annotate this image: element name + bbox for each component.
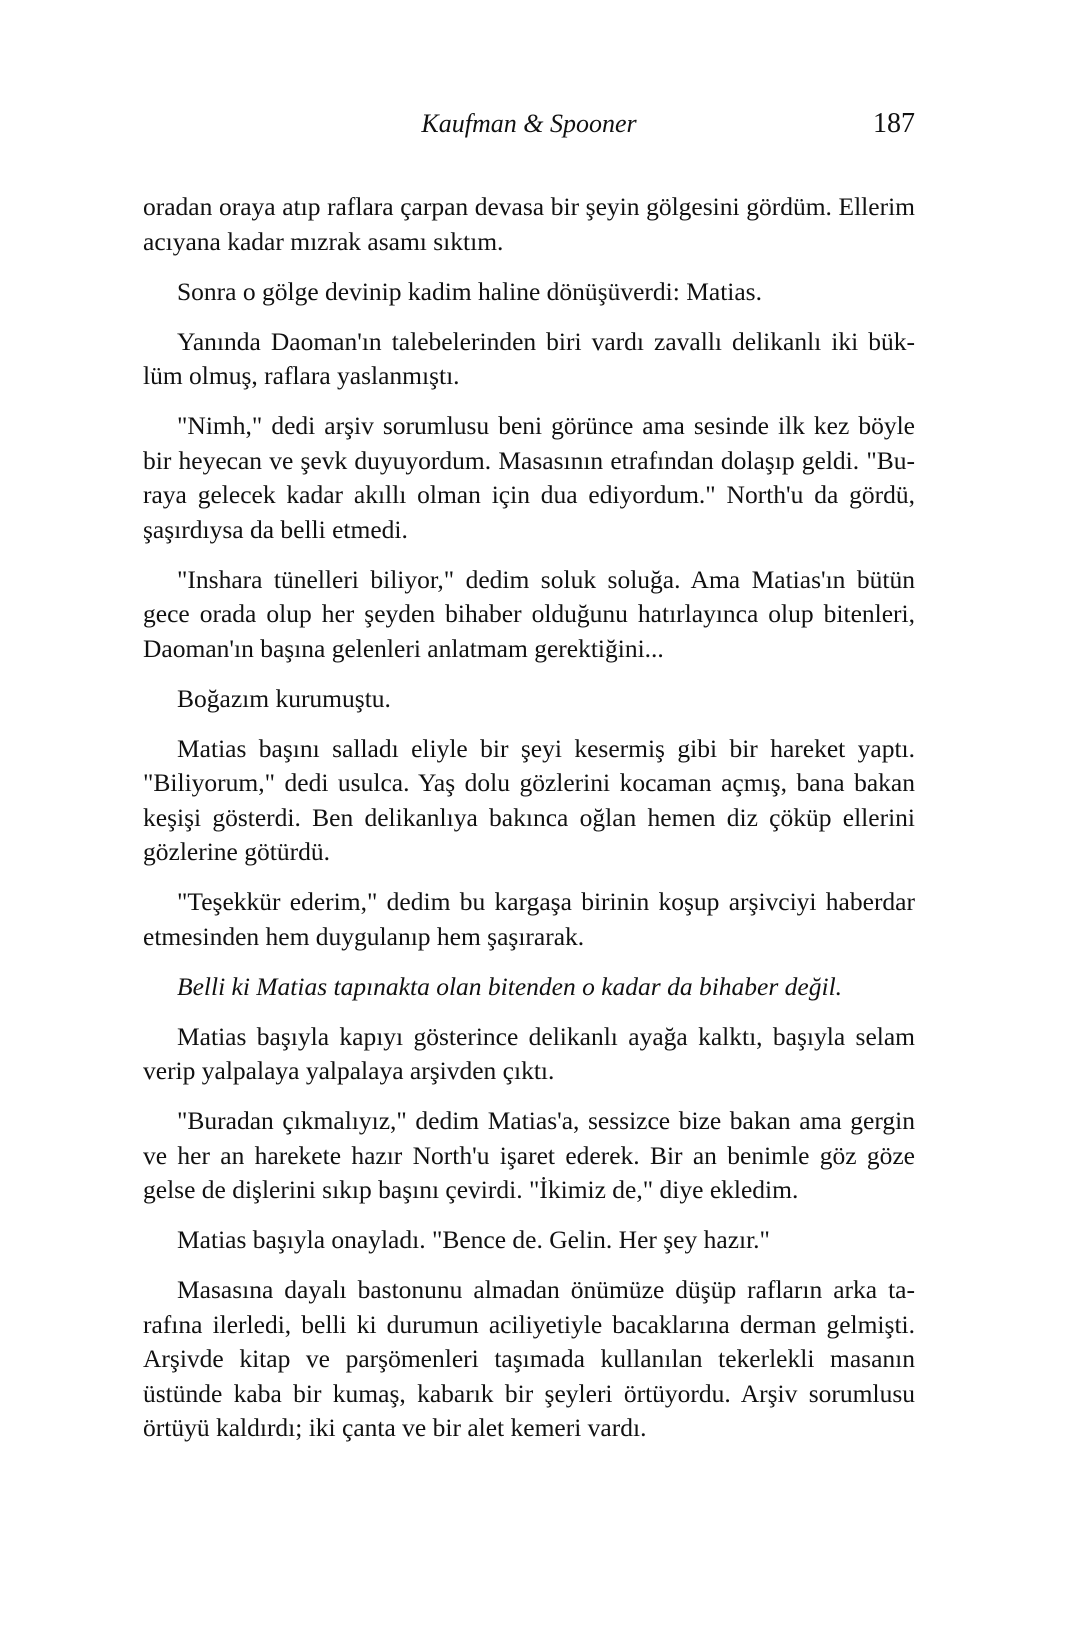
paragraph: Matias başını salladı eliyle bir şeyi kesermiş gibi bir hareket yaptı. "Biliyorum," dedi usulca. Yaş dolu gözlerini kocaman açmış, bana bakan keşişi gösterdi. Ben delikanlıya bakınca oğlan hemen diz çöküp ellerini gözlerine götürdü.	[143, 733, 915, 866]
paragraph: "Teşekkür ederim," dedim bu kargaşa birinin koşup arşivciyi haberdar etmesinden hem duygulanıp hem şaşırarak.	[143, 887, 915, 951]
paragraph: Matias başıyla kapıyı gösterince delikanlı ayağa kalktı, başıyla selam verip yalpalaya yalpalaya arşivden çıktı.	[143, 1021, 915, 1085]
paragraph: "Nimh," dedi arşiv sorumlusu beni görünce ama sesinde ilk kez böyle bir heyecan ve şevk duyuyordum. Masasının etrafından dolaşıp geldi. "Buraya gelecek kadar akıllı olman için dua ediyordum." North'u da gördü, şaşırdıysa da belli etmedi.	[143, 411, 915, 544]
running-header	[143, 104, 915, 144]
paragraph: Matias başıyla onayladı. "Bence de. Gelin. Her şey hazır."	[177, 1225, 770, 1254]
paragraph: Boğazım kurumuştu.	[177, 683, 391, 713]
running-header-title: Kaufman & Spooner	[421, 109, 637, 138]
paragraph: "Inshara tünelleri biliyor," dedim soluk soluğa. Ama Matias'ın bütün gece orada olup her şeyden bihaber olduğunu hatırlayınca olup bitenleri, Daoman'ın başına gelenleri anlatmam gerektiğini...	[143, 564, 915, 663]
paragraph: Masasına dayalı bastonunu almadan önümüze düşüp rafların arka tarafına ilerledi, belli ki durumun aciliyetiyle bacaklarına derman gelmişti. Arşivde kitap ve parşömenleri taşımada kullanılan tekerlekli masanın üstünde kaba bir kumaş, kabarık bir şeyleri örtüyordu. Arşiv sorumlusu örtüyü kaldırdı; iki çanta ve bir alet kemeri vardı.	[143, 1275, 915, 1442]
paragraph: Yanında Daoman'ın talebelerinden biri vardı zavallı delikanlı iki büklüm olmuş, raflara yaslanmıştı.	[143, 326, 915, 390]
paragraph: oradan oraya atıp raflara çarpan devasa bir şeyin gölgesini gördüm. Ellerim acıyana kadar mızrak asamı sıktım.	[143, 192, 915, 256]
page-number: 187	[873, 108, 915, 139]
paragraph: Sonra o gölge devinip kadim haline dönüşüverdi: Matias.	[177, 276, 762, 306]
body-text	[143, 190, 915, 1461]
italic-paragraph: Belli ki Matias tapınakta olan bitenden o kadar da bihaber değil.	[177, 971, 843, 1001]
paragraph: "Buradan çıkmalıyız," dedim Matias'a, sessizce bize bakan ama gergin ve her an harekete hazır North'u işaret ederek. Bir an benimle göz göze gelse de dişlerini sıkıp başını çevirdi. "İkimiz de," diye ekledim.	[143, 1106, 915, 1204]
